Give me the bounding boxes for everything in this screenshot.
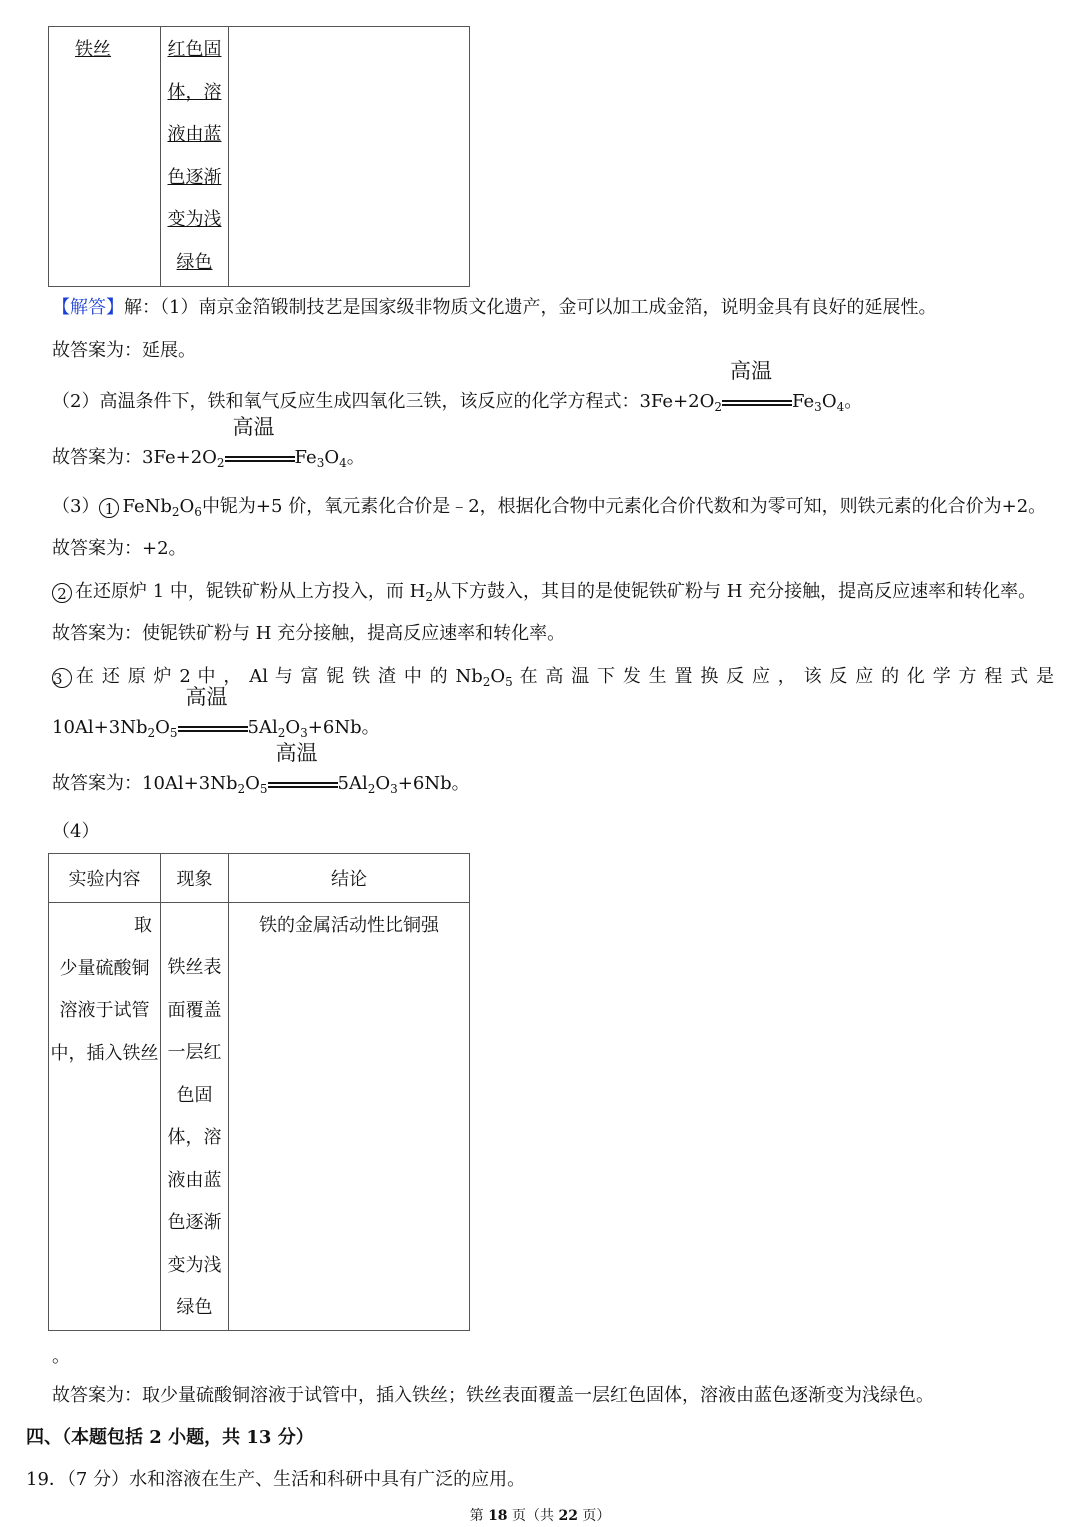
cell-line: 液由蓝 xyxy=(167,124,222,145)
experiment-table xyxy=(48,853,470,1331)
cell-line: 色逐渐 xyxy=(167,166,222,188)
circled-number-1: 1 xyxy=(99,498,119,518)
circled-number-2: 2 xyxy=(52,583,72,603)
reaction-arrow: 高温 xyxy=(225,443,295,463)
cell-conclusion xyxy=(229,903,470,1331)
cell-line: 色逐渐 xyxy=(167,1212,222,1233)
reaction-arrow: 高温 xyxy=(722,387,792,407)
page-footer: 第 18 页（共 22 页） xyxy=(469,1508,611,1524)
after-table-mark: 。 xyxy=(52,1346,70,1367)
section-heading: 四、（本题包括 2 小题，共 13 分） xyxy=(26,1427,314,1448)
answer-a3: 故答案为：+2。 xyxy=(52,538,187,559)
cell-line: 体，溶 xyxy=(167,1127,222,1148)
answer-p1: 【解答】解：（1）南京金箔锻制技艺是国家级非物质文化遗产，金可以加工成金箔，说明金具有良好的延展性。 xyxy=(52,297,937,318)
phenomenon-lines xyxy=(161,903,228,1330)
header-phenomenon: 现象 xyxy=(161,854,229,903)
cell-line: 绿色 xyxy=(176,1297,213,1318)
answer-a4: 故答案为：使铌铁矿粉与 H 充分接触，提高反应速率和转化率。 xyxy=(52,623,566,644)
conclusion-text: 铁的金属活动性比铜强 xyxy=(259,915,439,936)
cell-line: 铁丝表 xyxy=(167,957,222,978)
question-19: 19．（7 分）水和溶液在生产、生活和科研中具有广泛的应用。 xyxy=(26,1469,526,1490)
answer-p3: （3） 1 $FeNb_2O_6$中铌为+5 价，氧元素化合价是﹣2，根据化合物中元素化合价代数和为零可知，则铁元素的化合价为+2。 xyxy=(52,496,1047,519)
answer-p5: 3 在 还 原 炉 2 中 ， Al 与 富 铌 铁 渣 中 的 $Nb_2O_5$ 在 高 温 下 发 生 置 换 反 应 ， 该 反 应 的 化 学 方 程 式 是 xyxy=(53,666,1054,689)
material-text: 铁丝 xyxy=(75,39,112,60)
top-table xyxy=(48,26,470,287)
cell-line: 变为浅 xyxy=(167,209,222,230)
cell-line: 溶液于试管 xyxy=(59,1000,150,1021)
phenomenon-lines xyxy=(161,27,228,284)
top-table-cell-phenomenon xyxy=(161,27,229,287)
cell-line: 体，溶 xyxy=(167,81,222,103)
cell-line: 红色固 xyxy=(167,39,222,60)
answer-eq3: $10Al+3Nb_2O_5$ 高温 $5Al_2O_3+6Nb$。 xyxy=(52,685,380,740)
cell-experiment xyxy=(49,903,161,1331)
cell-line: 一层红 xyxy=(167,1042,222,1063)
cell-line: 绿色 xyxy=(176,251,213,273)
cell-line: 少量硫酸铜 xyxy=(59,957,150,979)
answer-a5: 故答案为：取少量硫酸铜溶液于试管中，插入铁丝；铁丝表面覆盖一层红色固体，溶液由蓝色逐渐变为浅绿色。 xyxy=(52,1385,934,1406)
cell-line: 中，插入铁丝 xyxy=(50,1042,159,1064)
answer-a-eq3: 故答案为：$10Al+3Nb_2O_5$ 高温 $5Al_2O_3+6Nb$。 xyxy=(52,741,470,796)
answer-p2: （2）高温条件下，铁和氧气反应生成四氧化三铁，该反应的化学方程式：$3Fe+2O_2$ 高温 $Fe_3O_4$。 xyxy=(52,359,863,414)
cell-phenomenon xyxy=(161,903,229,1331)
answer-a1: 故答案为：延展。 xyxy=(52,340,196,361)
answer-a2: 故答案为：$3Fe+2O_2$ 高温 $Fe_3O_4$。 xyxy=(52,415,365,470)
header-conclusion: 结论 xyxy=(229,854,470,903)
answer-p4: 2 在还原炉 1 中，铌铁矿粉从上方投入，而 $H_2$从下方鼓入，其目的是使铌铁矿粉与 H 充分接触，提高反应速率和转化率。 xyxy=(52,579,1036,605)
answer-part4-label: （4） xyxy=(52,821,100,842)
circled-number-3: 3 xyxy=(52,668,72,688)
answer-tag: 【解答】 xyxy=(52,297,124,318)
header-experiment: 实验内容 xyxy=(49,854,161,903)
cell-line: 变为浅 xyxy=(167,1254,222,1276)
top-table-cell-conclusion xyxy=(229,27,470,287)
cell-line: 液由蓝 xyxy=(167,1169,222,1191)
reaction-arrow: 高温 xyxy=(268,769,338,789)
cell-line: 色固 xyxy=(176,1084,213,1106)
cell-line: 取 xyxy=(134,915,152,936)
cell-line: 面覆盖 xyxy=(167,999,222,1021)
reaction-arrow: 高温 xyxy=(178,713,248,733)
top-table-cell-material xyxy=(49,27,161,287)
experiment-lines xyxy=(49,903,160,1075)
